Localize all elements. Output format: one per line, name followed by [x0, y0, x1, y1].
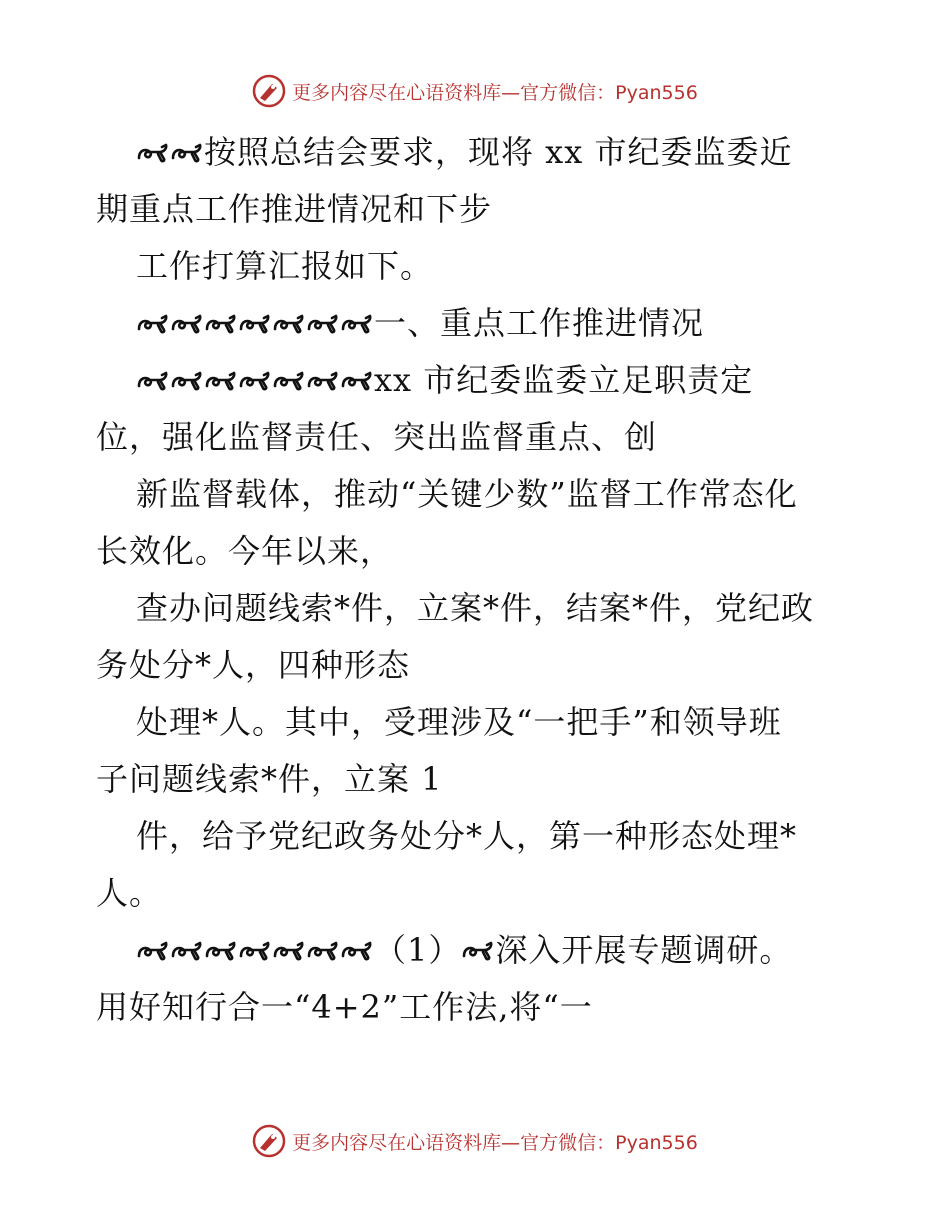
- ornament-glyph-icon: [272, 370, 306, 392]
- line-text: 位，强化监督责任、突出监督重点、创: [96, 418, 658, 456]
- document-line: [96, 808, 856, 865]
- watermark-text: 更多内容尽在心语资料库—官方微信：Pyan556: [292, 81, 698, 104]
- line-text: 务处分*人，四种形态: [96, 646, 411, 684]
- line-text: 按照总结会要求，现将 xx 市纪委监委近: [204, 133, 793, 171]
- ornament-glyph-icon: [306, 370, 340, 392]
- ornament-glyph-icon: [204, 313, 238, 335]
- document-line: [96, 922, 856, 979]
- document-line: [96, 466, 856, 523]
- ornament-glyph-icon: [170, 370, 204, 392]
- ornament-glyph-icon: [170, 142, 204, 164]
- document-line: [96, 637, 856, 694]
- document-line: [96, 352, 856, 409]
- ornament-glyph-icon: [306, 313, 340, 335]
- line-text-after: 深入开展专题调研。: [495, 931, 793, 969]
- ornament-glyph-icon: [170, 313, 204, 335]
- ornament-glyph-icon: [340, 370, 374, 392]
- watermark-header: [0, 74, 950, 108]
- ornament-glyph-icon: [136, 142, 170, 164]
- line-text: xx 市纪委监委立足职责定: [374, 361, 754, 399]
- ornament-glyph-icon: [306, 940, 340, 962]
- ornament-glyph-icon: [238, 940, 272, 962]
- ornament-glyph-icon: [340, 940, 374, 962]
- document-line: [96, 979, 856, 1036]
- ornament-glyph-icon: [204, 370, 238, 392]
- document-line: [96, 694, 856, 751]
- ornament-glyph-icon: [238, 313, 272, 335]
- document-line: [96, 580, 856, 637]
- ornament-glyph-icon: [136, 940, 170, 962]
- line-text: 用好知行合一“4+2”工作法,将“一: [96, 988, 593, 1026]
- pen-nib-logo-icon: [252, 74, 286, 108]
- line-text: （1）: [374, 931, 462, 969]
- line-text: 件，给予党纪政务处分*人，第一种形态处理*: [136, 817, 798, 855]
- line-text: 期重点工作推进情况和下步: [96, 190, 493, 228]
- document-line: [96, 238, 856, 295]
- ornament-glyph-icon: [238, 370, 272, 392]
- line-text: 人。: [96, 874, 163, 912]
- line-text: 处理*人。其中，受理涉及“一把手”和领导班: [136, 703, 782, 741]
- line-text: 查办问题线索*件，立案*件，结案*件，党纪政: [136, 589, 815, 627]
- document-line: [96, 124, 856, 181]
- document-line: [96, 181, 856, 238]
- document-line: [96, 751, 856, 808]
- watermark-text: 更多内容尽在心语资料库—官方微信：Pyan556: [292, 1131, 698, 1154]
- line-text: 长效化。今年以来，: [96, 532, 394, 570]
- line-text: 工作打算汇报如下。: [136, 247, 434, 285]
- ornament-glyph-icon: [136, 313, 170, 335]
- ornament-glyph-icon: [340, 313, 374, 335]
- document-line: [96, 865, 856, 922]
- document-line: [96, 409, 856, 466]
- ornament-glyph-icon: [170, 940, 204, 962]
- document-line: [96, 295, 856, 352]
- line-text: 新监督载体，推动“关键少数”监督工作常态化: [136, 475, 798, 513]
- line-text: 一、重点工作推进情况: [374, 304, 705, 342]
- document-line: [96, 523, 856, 580]
- line-text: 子问题线索*件，立案 1: [96, 760, 443, 798]
- ornament-glyph-icon: [272, 313, 306, 335]
- ornament-glyph-icon: [204, 940, 238, 962]
- ornament-glyph-icon: [272, 940, 306, 962]
- ornament-glyph-icon: [461, 940, 495, 962]
- pen-nib-logo-icon: [252, 1124, 286, 1158]
- watermark-footer: [0, 1124, 950, 1158]
- document-body: [96, 124, 856, 1036]
- ornament-glyph-icon: [136, 370, 170, 392]
